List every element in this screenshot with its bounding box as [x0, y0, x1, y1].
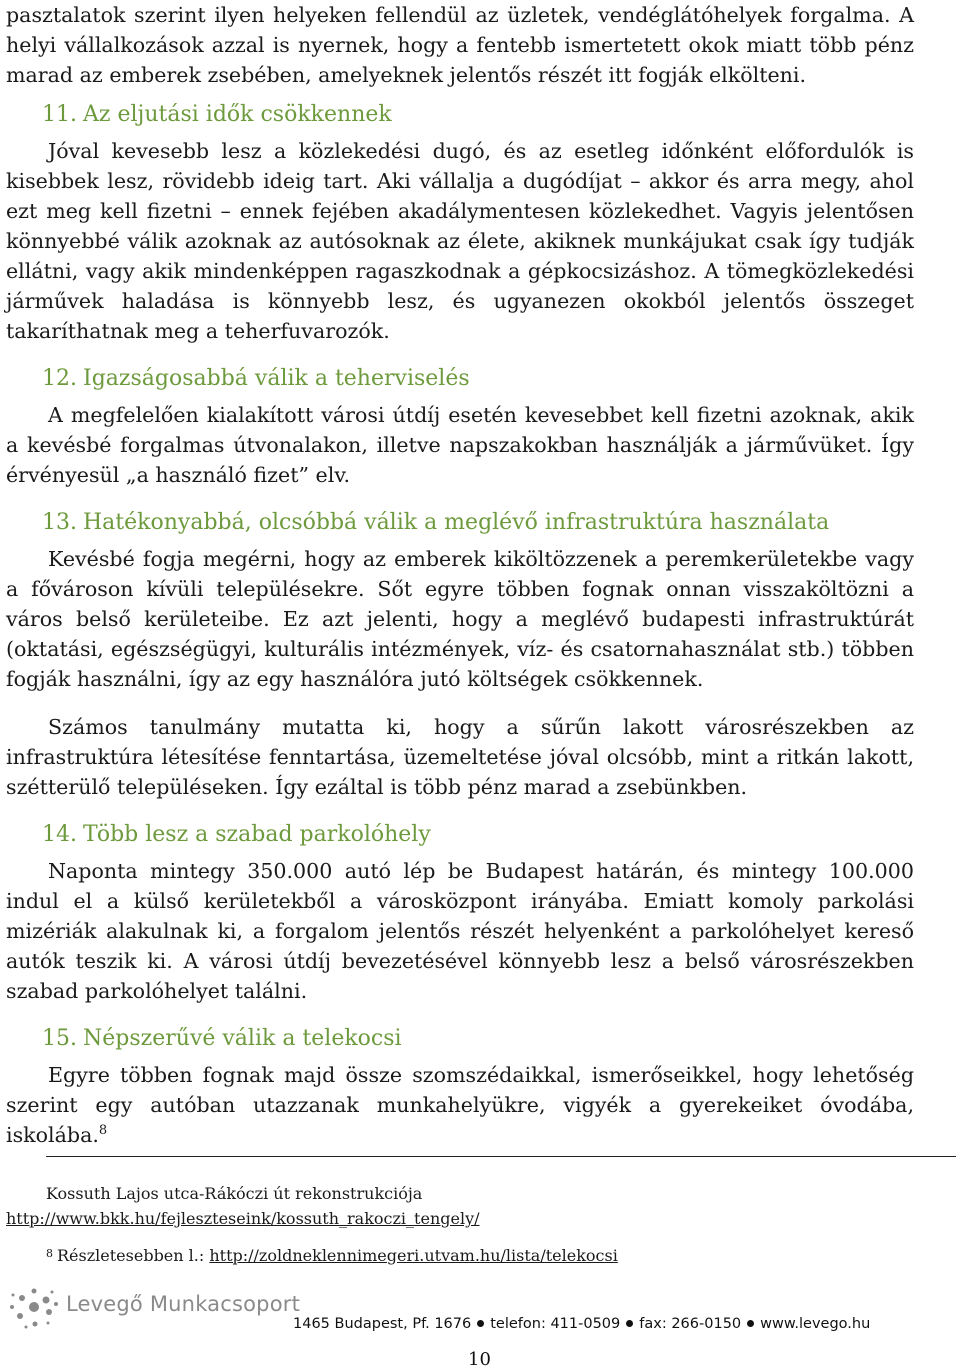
- page-number: 10: [468, 1349, 491, 1370]
- section-paragraph: A megfelelően kialakított városi útdíj esetén kevesebbet kell fizetni azoknak, akik a kevésbé forgalmas útvonalakon, illetve napszakokban használják a járművüket. Így érvényesül „a használó fizet” elv.: [6, 403, 914, 487]
- section-13: [6, 508, 914, 802]
- footnote-8: [46, 1245, 618, 1267]
- section-heading: 13. Hatékonyabbá, olcsóbbá válik a meglévő infrastruktúra használata: [42, 510, 830, 535]
- section-paragraph: Kevésbé fogja megérni, hogy az emberek kiköltözzenek a peremkerületekbe vagy a fővároson kívüli településekre. Sőt egyre többen fognak onnan visszaköltözni a város belső kerületeibe. Ez azt jelenti, hogy a meglévő budapesti infrastruktúrát (oktatási, egészségügyi, kulturális intézmények, víz- és csatornahasználat stb.) többen fogják használni, így az egy használóra jutó költségek csökkennek.: [6, 547, 914, 691]
- contact-fax: fax: 266-0150: [639, 1316, 742, 1332]
- footnote-link[interactable]: http://www.bkk.hu/fejleszteseink/kossuth_rakoczi_tengely/: [6, 1209, 480, 1228]
- footnote-number: 8: [46, 1247, 53, 1260]
- section-14: [6, 820, 914, 1006]
- section-12: [6, 364, 914, 490]
- contact-web[interactable]: www.levego.hu: [760, 1316, 871, 1332]
- section-15: [6, 1024, 914, 1150]
- bullet-icon: [626, 1320, 633, 1327]
- section-paragraph: Naponta mintegy 350.000 autó lép be Budapest határán, és mintegy 100.000 indul el a külső kerületekből a városközpont irányába. Emiatt komoly parkolási mizériák alakulnak ki, a forgalom jelentős részét helyenként a parkolóhelyet kereső autók teszik ki. A városi útdíj bevezetésével könnyebb lesz a belső városrészekben szabad parkolóhelyet találni.: [6, 859, 914, 1003]
- section-paragraph: Számos tanulmány mutatta ki, hogy a sűrűn lakott városrészekben az infrastruktúra létesítése fenntartása, üzemeltetése jóval olcsóbb, mint a ritkán lakott, szétterülő településeken. Így ezáltal is több pénz marad a zsebünkben.: [6, 715, 914, 799]
- contact-address: 1465 Budapest, Pf. 1676: [293, 1316, 472, 1332]
- footnote-text: Kossuth Lajos utca-Rákóczi út rekonstrukciója: [46, 1184, 423, 1203]
- section-paragraph: Jóval kevesebb lesz a közlekedési dugó, és az esetleg időnként előfordulók is kisebbek lesz, rövidebb ideig tart. Aki vállalja a dugódíjat – akkor és arra megy, ahol ezt meg kell fizetni – ennek fejében akadálymentesen közlekedhet. Vagyis jelentősen könnyebbé válik azoknak az autósoknak az élete, akiknek munkájukat csak így tudják ellátni, vagy akik mindenképpen ragaszkodnak a gépkocsizáshoz. A tömegközlekedési járművek haladása is könnyebb lesz, és ugyanezen okokból jelentős összeget takaríthatnak meg a teherfuvarozók.: [6, 139, 914, 343]
- section-paragraph: Egyre többen fognak majd össze szomszédaikkal, ismerőseikkel, hogy lehetőség szerint egy autóban utazzanak munkahelyükre, vigyék a gyerekeiket óvodába, iskolába.$^8$: [6, 1063, 914, 1147]
- logo-text: Levegő Munkacsoport: [66, 1292, 301, 1316]
- footnote-marker[interactable]: 8: [98, 1123, 108, 1138]
- bullet-icon: [747, 1320, 754, 1327]
- section-heading: 15. Népszerűvé válik a telekocsi: [42, 1026, 402, 1051]
- contact-phone: telefon: 411-0509: [490, 1316, 621, 1332]
- footnote-divider: [46, 1156, 956, 1157]
- bullet-icon: [477, 1320, 484, 1327]
- footnote-link[interactable]: http://zoldneklennimegeri.utvam.hu/lista/telekocsi: [209, 1246, 618, 1265]
- intro-paragraph: pasztalatok szerint ilyen helyeken fellendül az üzletek, vendéglátóhelyek forgalma. A helyi vállalkozások azzal is nyernek, hogy a fentebb ismertetett okok miatt több pénz marad az emberek zsebében, amelyeknek jelentős részét itt fogják elkölteni.: [6, 3, 914, 87]
- footnote-text: Részletesebben l.:: [57, 1246, 210, 1265]
- section-heading: 11. Az eljutási idők csökkennek: [42, 102, 392, 127]
- section-heading: 12. Igazságosabbá válik a teherviselés: [42, 366, 470, 391]
- contact-line: [293, 1316, 870, 1332]
- section-heading: 14. Több lesz a szabad parkolóhely: [42, 822, 431, 847]
- section-11: [6, 100, 914, 346]
- page-body: [6, 0, 914, 1150]
